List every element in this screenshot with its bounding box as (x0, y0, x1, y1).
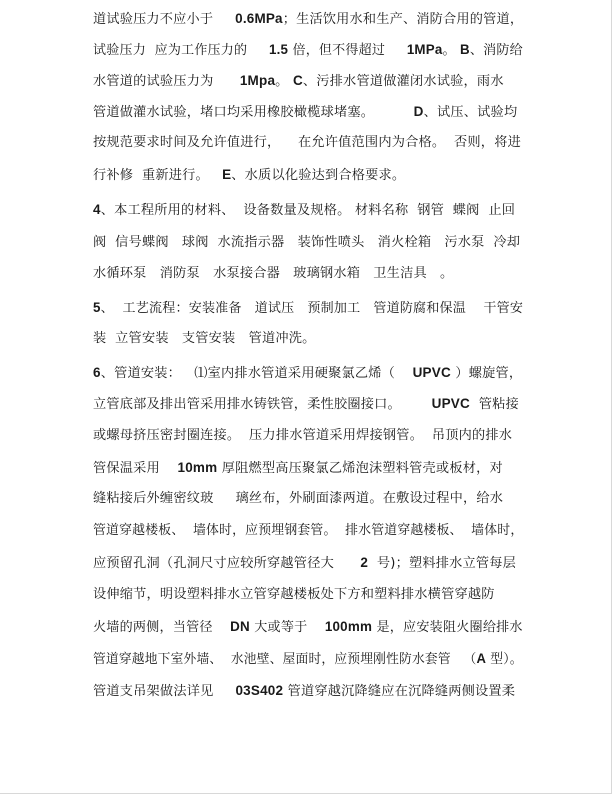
text-line: 水循环泵 消防泵 水泵接合器 玻璃钢水箱 卫生洁具 。 (93, 266, 454, 281)
text-line: 按规范要求时间及允许值进行， 在允许值范围内为合格。 否则，将进 (93, 135, 521, 150)
text-line: 火墙的两侧，当管径 DN 大或等于 100mm 是，应安装阻火圈给排水 (93, 619, 523, 635)
text-line: 管道穿越地下室外墙、 水池壁、屋面时，应预埋刚性防水套管 （A 型）。 (93, 651, 523, 667)
text-line: 6、管道安装： ⑴室内排水管道采用硬聚氯乙烯（ UPVC ）螺旋管， (93, 365, 523, 381)
text-line: 4、本工程所用的材料、 设备数量及规格。 材料名称 钢管 蝶阀 止回 (93, 202, 516, 218)
text-line: 设伸缩节，明设塑料排水立管穿越楼板处下方和塑料排水横管穿越防 (93, 587, 495, 602)
text-line: 管道支吊架做法详见 03S402 管道穿越沉降缝应在沉降缝两侧设置柔 (93, 683, 516, 699)
text-line: 装 立管安装 支管安装 管道冲洗。 (93, 331, 316, 346)
text-line: 水管道的试验压力为 1Mpa。 C、污排水管道做灌闭水试验，雨水 (93, 73, 504, 89)
text-line: 阀 信号蝶阀 球阀 水流指示器 装饰性喷头 消火栓箱 污水泵 冷却 (93, 235, 521, 250)
text-line: 缝粘接后外缠密纹玻 璃丝布，外刷面漆两道。在敷设过程中，给水 (93, 491, 504, 506)
text-line: 管道穿越楼板、 墙体时，应预埋钢套管。 排水管道穿越楼板、 墙体时， (93, 523, 524, 538)
text-line: 管道做灌水试验，堵口均采用橡胶橄榄球堵塞。 D、试压、试验均 (93, 104, 518, 120)
text-line: 管保温采用 10mm 厚阻燃型高压聚氯乙烯泡沫塑料管壳或板材，对 (93, 460, 503, 476)
text-line: 或螺母挤压密封圈连接。 压力排水管道采用焊接钢管。 吊顶内的排水 (93, 428, 513, 443)
text-line: 应预留孔洞（孔洞尺寸应较所穿越管径大 2 号)；塑料排水立管每层 (93, 555, 517, 571)
text-line: 立管底部及排出管采用排水铸铁管，柔性胶圈接口。 UPVC 管粘接 (93, 396, 519, 412)
text-line: 试验压力 应为工作压力的 1.5 倍，但不得超过 1MPa。 B、消防给 (93, 42, 523, 58)
text-line: 行补修 重新进行。 E、水质以化验达到合格要求。 (93, 167, 406, 183)
text-line: 道试验压力不应小于 0.6MPa；生活饮用水和生产、消防合用的管道， (93, 11, 524, 27)
text-line: 5、 工艺流程：安装准备 道试压 预制加工 管道防腐和保温 干管安 (93, 300, 524, 316)
